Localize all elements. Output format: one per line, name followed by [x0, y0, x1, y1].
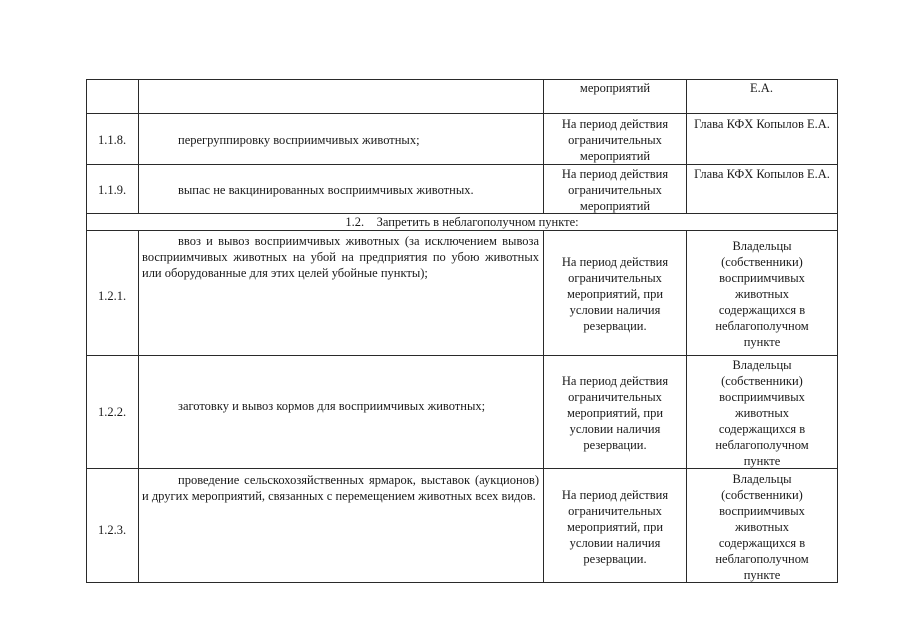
measure-text: выпас не вакцинированных восприимчивых животных. — [178, 183, 474, 197]
table-rule — [543, 79, 544, 214]
measure-text: ввоз и вывоз восприимчивых животных (за исключением вывоза восприимчивых животных на убой на предприятия по убою животных или оборудованные для этих целей убойные пункты); — [142, 234, 539, 280]
item-number: 1.2.2. — [97, 405, 127, 419]
period-cell: На период действия ограничительных мероприятий, при условии наличия резервации. — [561, 255, 669, 333]
period-cell: На период действия ограничительных мероприятий — [561, 167, 669, 213]
responsible-cell: Глава КФХ Копылов Е.А. — [694, 117, 830, 131]
responsible-cell: Владельцы (собственники) восприимчивых животных содержащихся в неблагополучном пункте — [715, 472, 809, 582]
item-number: 1.1.8. — [97, 133, 127, 147]
table-rule — [86, 230, 838, 231]
table-rule — [86, 113, 838, 114]
table-rule — [86, 164, 838, 165]
responsible-cell: Глава КФХ Копылов Е.А. — [694, 167, 830, 181]
period-cell: На период действия ограничительных мероприятий, при условии наличия резервации. — [561, 374, 669, 452]
table-rule — [543, 230, 544, 583]
table-rule — [138, 79, 139, 214]
item-number: 1.2.3. — [97, 523, 127, 537]
table-rule — [86, 79, 87, 583]
item-number: 1.1.9. — [97, 183, 127, 197]
period-cell: На период действия ограничительных мероприятий, при условии наличия резервации. — [561, 488, 669, 566]
period-cell: На период действия ограничительных мероприятий — [561, 117, 669, 163]
period-cell: мероприятий — [579, 81, 651, 95]
table-rule — [138, 230, 139, 583]
measure-text: перегруппировку восприимчивых животных; — [178, 133, 420, 147]
measure-text: проведение сельскохозяйственных ярмарок, выставок (аукционов) и других мероприятий, связанных с перемещением животных всех видов. — [142, 473, 539, 503]
table-rule — [686, 230, 687, 583]
responsible-cell: Владельцы (собственники) восприимчивых животных содержащихся в неблагополучном пункте — [715, 239, 809, 349]
responsible-cell: Е.А. — [750, 81, 773, 95]
responsible-cell: Владельцы (собственники) восприимчивых животных содержащихся в неблагополучном пункте — [715, 358, 809, 468]
table-rule — [686, 79, 687, 214]
section-heading: 1.2. Запретить в неблагополучном пункте: — [345, 215, 579, 229]
table-rule — [86, 355, 838, 356]
table-rule — [837, 79, 838, 583]
measure-text: заготовку и вывоз кормов для восприимчивых животных; — [178, 399, 486, 413]
item-number: 1.2.1. — [97, 289, 127, 303]
